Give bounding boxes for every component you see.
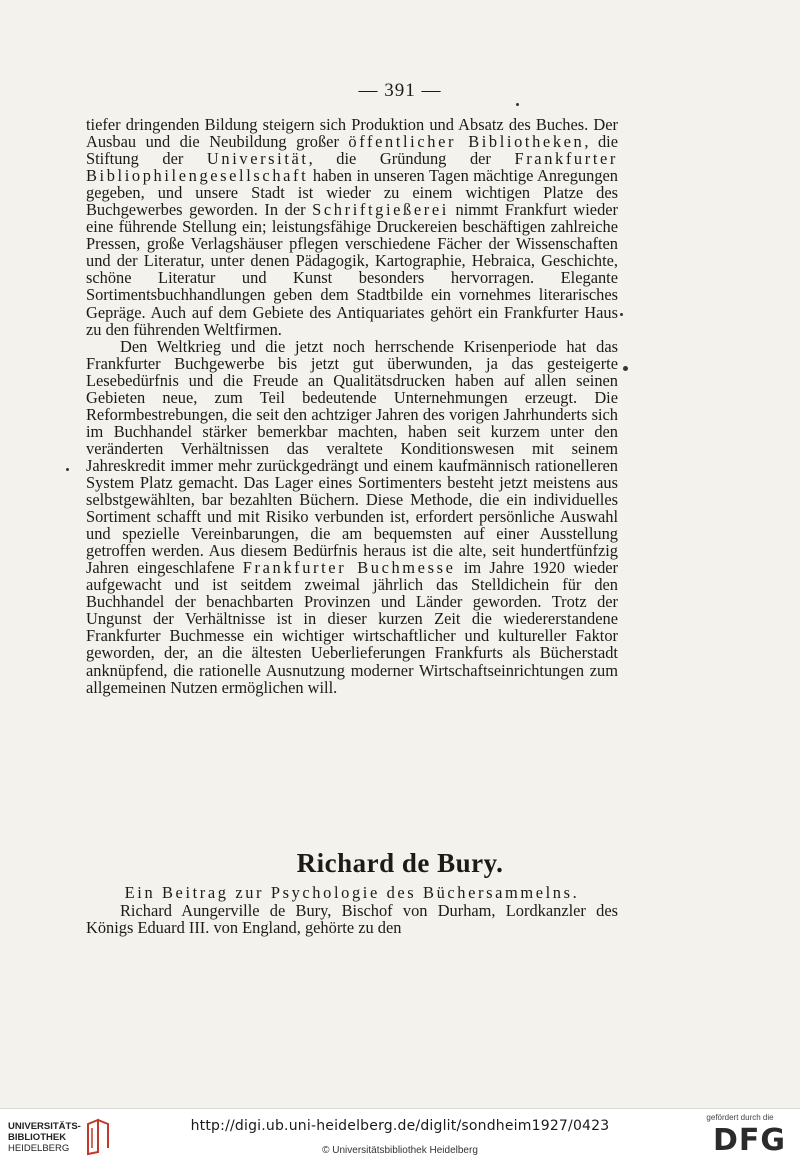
- p2-part-c: im Jahre 1920 wieder aufgewacht und ist seitdem zweimal jährlich das Stelldichein für den Buchhandel der benachbarten Provinzen und Länder geworden. Trotz der Ungunst der Verhältnisse ist in dieser kurzen Zeit die wiedererstandene Frankfurter Buchmesse ein wichtiger wirtschaftlicher und kultureller Faktor geworden, der, an die ältesten Ueberlieferungen Frankfurts als Bücherstadt anknüpfend, die rationelle Ausnutzung moderner Wirtschaftseinrichtungen zum allgemeinen Nutzen ermöglichen will.: [86, 558, 618, 697]
- emphasis-buchmesse: Frankfurter Buchmesse: [242, 558, 456, 578]
- scan-speck: [516, 103, 519, 106]
- section-title: Richard de Bury.: [296, 848, 504, 878]
- main-text: [86, 116, 618, 696]
- page-number: — 391 —: [358, 80, 442, 101]
- funder-note: gefördert durch die: [706, 1113, 774, 1122]
- section-subtitle: Ein Beitrag zur Psychologie des Büchersammelns.: [124, 883, 580, 902]
- p1-part-i: nimmt Frankfurt wieder eine führende Stellung ein; leistungsfähige Druckereien beschäftigen zahlreiche Pressen, große Verlagshäuser pflegen verschiedene Fächer der Wissenschaften und der Literatur, unter denen Pädagogik, Kartographie, Hebraica, Geschichte, schöne Literatur und Kunst besonders hervorragen. Elegante Sortimentsbuchhandlungen geben dem Stadtbilde ein vornehmes literarisches Gepräge. Auch auf dem Gebiete des Antiquariates gehört ein Frankfurter Haus zu den führenden Weltfirmen.: [86, 200, 619, 339]
- library-name-line-2: BIBLIOTHEK: [8, 1132, 67, 1143]
- emphasis-bibliotheken: öffentlicher Bibliotheken: [348, 132, 585, 152]
- library-name-line-3: HEIDELBERG: [8, 1143, 70, 1154]
- source-url-link[interactable]: http://digi.ub.uni-heidelberg.de/diglit/sondheim1927/0423: [190, 1118, 610, 1134]
- p1-part-g: haben in unseren Tagen mächtige Anregungen gegeben, und unsere Stadt ist wieder zu einem wichtigen Platze des Buchgewerbes geworden. In der: [86, 166, 618, 220]
- emphasis-universitaet: Universität: [206, 149, 309, 169]
- paragraph-1: [86, 116, 618, 338]
- dfg-logo: DFG: [712, 1123, 786, 1158]
- p2-part-a: Den Weltkrieg und die jetzt noch herrschende Krisenperiode hat das Frankfurter Buchgewerbe bis jetzt gut überwunden, ja das gesteigerte Lesebedürfnis und die Freude an Qualitätsdrucken haben auf allen seinen Gebieten neue, zum Teil bedeutende Unternehmungen erzeugt. Die Reformbestrebungen, die seit den achtziger Jahren des vorigen Jahrhunderts sich im Buchhandel stärker bemerkbar machten, haben seit kurzem unter den veränderten Verhältnissen das veraltete Konditionswesen mit seinem Jahreskredit immer mehr zurückgedrängt und einem kaufmännisch rationelleren System Platz gemacht. Das Lager eines Sortimenters besteht jetzt meistens aus selbstgewählten, bar bezahlten Büchern. Diese Methode, die ein individuelles Sortiment schafft und mit Risiko verbunden ist, erfordert persönliche Auswahl und spezielle Vereinbarungen, die am bequemsten auf einer Ausstellung getroffen werden. Aus diesem Bedürfnis heraus ist die alte, seit hundertfünfzig Jahren eingeschlafene: [86, 336, 618, 578]
- scan-speck: [623, 366, 628, 371]
- scan-speck: [66, 468, 69, 471]
- p1-part-c: , die Stiftung der: [86, 132, 618, 169]
- copyright-notice: © Universitätsbibliothek Heidelberg: [322, 1145, 478, 1156]
- emphasis-schriftgiesserei: Schriftgießerei: [312, 200, 449, 220]
- library-name-line-1: UNIVERSITÄTS-: [8, 1121, 81, 1132]
- footer-bar: [0, 1108, 800, 1166]
- section-body: Richard Aungerville de Bury, Bischof von Durham, Lordkanzler des Königs Eduard III. von England, gehörte zu den: [86, 901, 618, 938]
- p1-part-a: tiefer dringenden Bildung steigern sich Produktion und Absatz des Buches. Der Ausbau und die Neubildung großer: [86, 115, 618, 152]
- paragraph-2: [86, 338, 618, 696]
- scan-speck: [620, 313, 623, 316]
- emphasis-bibliophilengesellschaft: Frankfurter Bibliophilengesellschaft: [86, 149, 618, 186]
- p1-part-e: , die Gründung der: [308, 149, 515, 169]
